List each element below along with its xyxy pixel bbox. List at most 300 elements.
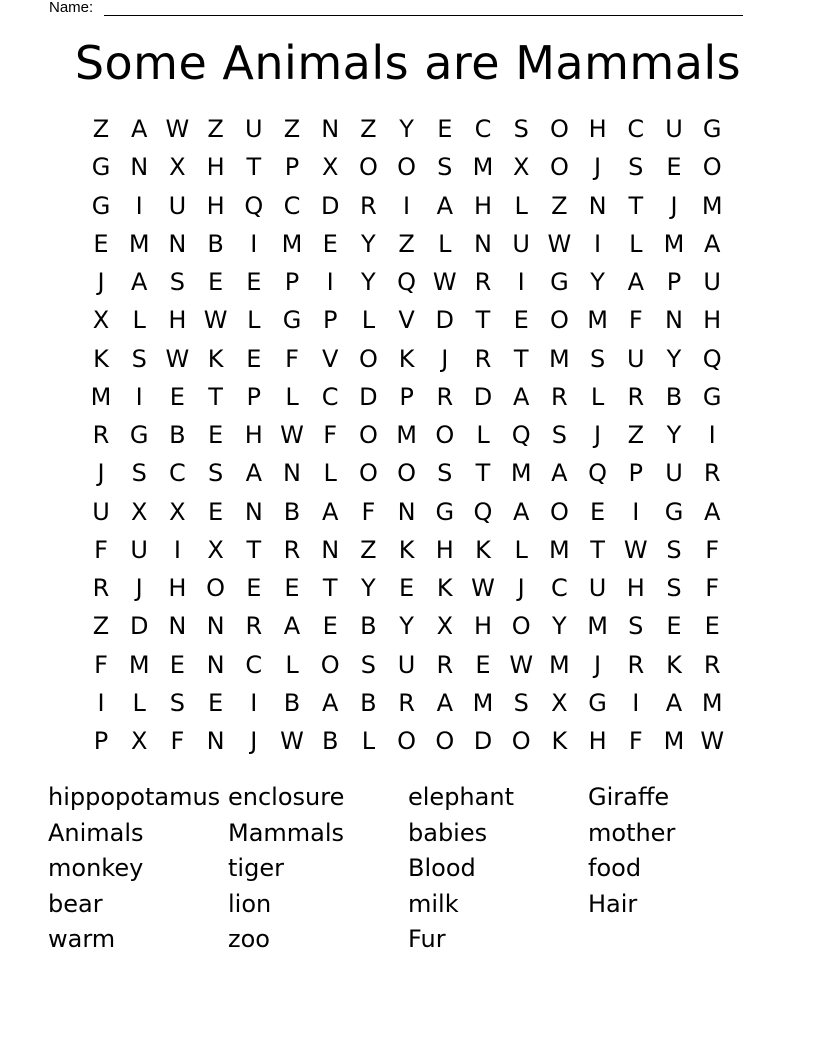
grid-letter: R <box>398 688 415 717</box>
grid-letter: P <box>322 306 338 335</box>
grid-letter: T <box>246 153 262 182</box>
grid-letter: J <box>97 268 105 296</box>
grid-letter: L <box>514 535 528 564</box>
grid-letter: M <box>587 306 608 335</box>
grid-letter: W <box>700 727 725 755</box>
grid-letter: O <box>358 344 378 373</box>
grid-letter: E <box>475 650 491 679</box>
word-bank-item: Animals <box>48 818 144 847</box>
grid-letter: I <box>632 497 640 526</box>
word-bank-item: mother <box>588 818 676 847</box>
grid-letter: E <box>169 650 185 679</box>
grid-letter: T <box>590 535 605 564</box>
grid-letter: J <box>135 574 143 602</box>
grid-letter: I <box>135 191 143 220</box>
grid-letter: N <box>474 229 492 258</box>
grid-letter: I <box>135 382 143 411</box>
grid-letter: W <box>471 574 495 602</box>
name-label: Name: <box>49 0 94 16</box>
grid-letter: O <box>702 153 722 182</box>
grid-letter: V <box>398 306 415 335</box>
grid-letter: L <box>361 306 376 335</box>
grid-letter: S <box>666 574 682 602</box>
grid-letter: B <box>360 688 377 717</box>
grid-letter: I <box>403 191 411 220</box>
grid-letter: W <box>509 650 534 679</box>
grid-letter: Q <box>511 421 531 449</box>
grid-letter: S <box>169 688 185 717</box>
grid-letter: R <box>551 382 568 411</box>
name-field-row <box>49 0 743 20</box>
grid-letter: H <box>703 306 722 335</box>
grid-letter: S <box>666 535 682 564</box>
word-bank-item: Hair <box>588 889 638 918</box>
word-bank-item: hippopotamus <box>48 783 221 811</box>
grid-letter: G <box>435 497 455 526</box>
grid-letter: H <box>473 191 493 220</box>
grid-letter: H <box>168 574 187 602</box>
grid-letter: J <box>97 459 105 488</box>
grid-letter: X <box>551 688 568 717</box>
word-bank-item: enclosure <box>228 783 345 811</box>
grid-letter: R <box>245 612 263 641</box>
grid-letter: O <box>511 612 531 641</box>
grid-letter: M <box>549 344 570 373</box>
grid-letter: J <box>517 574 525 602</box>
grid-letter: Y <box>552 612 567 641</box>
grid-letter: R <box>92 421 110 449</box>
grid-letter: Z <box>283 115 301 143</box>
grid-letter: O <box>206 574 226 602</box>
grid-letter: K <box>93 344 109 373</box>
grid-letter: U <box>245 115 263 143</box>
grid-letter: M <box>281 229 303 258</box>
grid-letter: B <box>360 612 377 641</box>
grid-letter: U <box>665 459 683 488</box>
grid-letter: A <box>436 191 453 220</box>
grid-letter: X <box>169 497 186 526</box>
grid-letter: S <box>437 459 453 488</box>
grid-letter: P <box>628 459 644 488</box>
grid-letter: Q <box>588 459 608 488</box>
grid-letter: S <box>169 268 185 296</box>
grid-letter: J <box>441 344 449 373</box>
word-bank-column <box>48 780 228 958</box>
grid-letter: D <box>473 727 493 755</box>
grid-letter: T <box>246 535 262 564</box>
word-bank-item: food <box>588 854 642 882</box>
grid-row <box>82 454 735 492</box>
grid-letter: N <box>283 459 301 488</box>
grid-letter: A <box>703 229 721 258</box>
word-bank-column <box>228 780 408 958</box>
grid-letter: H <box>588 115 607 143</box>
grid-letter: M <box>472 153 494 182</box>
grid-letter: Y <box>590 268 605 296</box>
grid-letter: T <box>475 306 491 335</box>
grid-letter: I <box>708 421 716 449</box>
grid-row <box>82 646 735 684</box>
grid-letter: E <box>322 612 338 641</box>
grid-letter: E <box>246 574 262 602</box>
grid-letter: U <box>168 191 187 220</box>
grid-letter: E <box>169 382 185 411</box>
grid-letter: G <box>91 153 111 182</box>
grid-letter: R <box>627 650 645 679</box>
grid-letter: I <box>250 229 258 258</box>
grid-letter: M <box>90 382 112 411</box>
grid-letter: H <box>435 535 454 564</box>
grid-letter: R <box>436 382 454 411</box>
grid-letter: P <box>246 382 262 411</box>
grid-letter: L <box>438 229 452 258</box>
grid-letter: O <box>549 306 569 335</box>
word-bank-item: zoo <box>228 925 270 953</box>
grid-letter: M <box>549 650 570 679</box>
grid-letter: R <box>474 268 492 296</box>
grid-letter: P <box>399 382 414 411</box>
grid-letter: E <box>513 306 529 335</box>
grid-letter: A <box>436 688 453 717</box>
grid-letter: N <box>244 497 263 526</box>
grid-letter: A <box>512 497 530 526</box>
grid-letter: F <box>361 497 376 526</box>
grid-letter: Z <box>360 535 377 564</box>
grid-letter: M <box>663 727 685 755</box>
grid-letter: U <box>627 344 645 373</box>
grid-letter: L <box>285 382 299 411</box>
grid-letter: T <box>628 191 644 220</box>
grid-letter: N <box>130 153 149 182</box>
grid-letter: N <box>321 115 340 143</box>
grid-row <box>82 301 735 339</box>
grid-letter: M <box>128 650 150 679</box>
grid-row <box>82 569 735 607</box>
grid-letter: U <box>703 268 721 296</box>
grid-letter: H <box>588 727 607 755</box>
grid-row <box>82 607 735 645</box>
grid-letter: I <box>517 268 525 296</box>
grid-letter: L <box>285 650 299 679</box>
grid-letter: F <box>705 535 720 564</box>
grid-letter: L <box>590 382 605 411</box>
grid-letter: I <box>97 688 105 717</box>
grid-letter: E <box>93 229 109 258</box>
grid-letter: A <box>321 688 339 717</box>
word-bank-item: Mammals <box>228 818 345 847</box>
grid-row <box>82 110 735 148</box>
word-bank-item: Fur <box>408 925 446 953</box>
word-bank-item: elephant <box>408 783 514 811</box>
word-bank-item: warm <box>48 925 116 953</box>
grid-letter: M <box>510 459 532 488</box>
grid-letter: U <box>92 497 110 526</box>
grid-letter: I <box>326 268 334 296</box>
grid-letter: I <box>632 688 640 717</box>
grid-letter: Y <box>666 421 682 449</box>
grid-letter: F <box>94 535 108 564</box>
grid-letter: S <box>131 459 147 488</box>
word-bank-item: lion <box>228 889 272 918</box>
grid-letter: M <box>472 688 494 717</box>
grid-letter: N <box>321 535 340 564</box>
grid-letter: A <box>665 688 683 717</box>
grid-letter: R <box>92 574 110 602</box>
grid-letter: D <box>129 612 149 641</box>
grid-letter: Y <box>361 229 376 258</box>
grid-letter: R <box>703 650 721 679</box>
grid-letter: I <box>173 535 181 564</box>
grid-letter: W <box>280 421 304 449</box>
grid-letter: Y <box>361 268 376 296</box>
grid-letter: E <box>208 497 224 526</box>
grid-letter: E <box>284 574 300 602</box>
grid-letter: O <box>549 497 569 526</box>
grid-letter: X <box>207 535 224 564</box>
grid-letter: L <box>132 306 146 335</box>
grid-letter: H <box>168 306 187 335</box>
grid-letter: S <box>551 421 567 449</box>
grid-letter: N <box>168 229 187 258</box>
word-bank <box>48 780 768 960</box>
grid-letter: Z <box>92 115 110 143</box>
grid-letter: G <box>664 497 684 526</box>
grid-letter: A <box>551 459 568 488</box>
grid-letter: Y <box>399 612 414 641</box>
grid-letter: E <box>208 421 224 449</box>
grid-letter: N <box>665 306 683 335</box>
grid-letter: L <box>361 727 376 755</box>
grid-letter: S <box>131 344 147 373</box>
grid-row <box>82 493 735 531</box>
word-bank-item: milk <box>408 889 459 918</box>
grid-letter: N <box>168 612 187 641</box>
grid-letter: M <box>587 612 608 641</box>
grid-letter: H <box>244 421 263 449</box>
grid-letter: B <box>665 382 683 411</box>
grid-letter: E <box>399 574 415 602</box>
grid-row <box>82 340 735 378</box>
grid-letter: Q <box>244 191 264 220</box>
grid-letter: V <box>321 344 339 373</box>
grid-letter: X <box>130 497 148 526</box>
grid-letter: K <box>398 535 415 564</box>
grid-letter: P <box>93 727 109 755</box>
word-bank-column <box>588 780 768 922</box>
grid-letter: O <box>397 153 417 182</box>
grid-letter: L <box>514 191 528 220</box>
grid-letter: B <box>207 229 224 258</box>
grid-letter: H <box>206 153 225 182</box>
grid-letter: D <box>473 382 493 411</box>
grid-letter: Y <box>399 115 414 143</box>
grid-letter: C <box>245 650 263 679</box>
grid-letter: X <box>169 153 186 182</box>
word-bank-column <box>408 780 588 958</box>
grid-letter: B <box>321 727 339 755</box>
grid-row <box>82 684 735 722</box>
grid-letter: L <box>476 421 490 449</box>
grid-letter: O <box>358 153 378 182</box>
grid-letter: P <box>666 268 682 296</box>
grid-letter: A <box>627 268 644 296</box>
grid-letter: S <box>437 153 453 182</box>
grid-row <box>82 722 735 760</box>
grid-letter: Q <box>397 268 417 296</box>
grid-letter: N <box>397 497 416 526</box>
grid-row <box>82 148 735 186</box>
grid-letter: B <box>169 421 186 449</box>
grid-letter: C <box>474 115 492 143</box>
grid-letter: M <box>701 191 723 220</box>
grid-letter: O <box>549 115 569 143</box>
grid-letter: W <box>547 229 572 258</box>
grid-letter: R <box>360 191 377 220</box>
grid-letter: J <box>670 191 678 220</box>
grid-letter: R <box>436 650 454 679</box>
grid-letter: H <box>206 191 225 220</box>
grid-letter: E <box>322 229 338 258</box>
grid-letter: X <box>321 153 339 182</box>
grid-letter: A <box>245 459 262 488</box>
grid-letter: T <box>322 574 338 602</box>
page-title: Some Animals are Mammals <box>74 36 742 90</box>
grid-letter: P <box>284 268 300 296</box>
grid-letter: G <box>129 421 149 449</box>
grid-letter: W <box>165 115 190 143</box>
grid-letter: F <box>170 727 185 755</box>
grid-letter: A <box>283 612 301 641</box>
grid-letter: Z <box>360 115 377 143</box>
grid-letter: T <box>475 459 491 488</box>
grid-letter: A <box>703 497 721 526</box>
grid-letter: Z <box>207 115 224 143</box>
grid-letter: W <box>280 727 304 755</box>
grid-letter: N <box>206 650 225 679</box>
grid-letter: N <box>588 191 607 220</box>
grid-letter: Z <box>551 191 568 220</box>
word-bank-item: bear <box>48 889 103 918</box>
grid-letter: J <box>594 650 602 679</box>
grid-row <box>82 416 735 454</box>
grid-letter: G <box>550 268 569 296</box>
word-bank-item: Blood <box>408 854 476 882</box>
grid-letter: S <box>207 459 224 488</box>
grid-letter: N <box>206 727 225 755</box>
grid-letter: I <box>594 229 602 258</box>
grid-letter: K <box>475 535 491 564</box>
grid-letter: B <box>283 688 301 717</box>
grid-letter: L <box>132 688 146 717</box>
grid-letter: U <box>665 115 683 143</box>
grid-letter: J <box>250 727 258 755</box>
grid-letter: K <box>666 650 682 679</box>
grid-letter: R <box>703 459 721 488</box>
grid-letter: U <box>397 650 416 679</box>
word-bank-item: monkey <box>48 854 144 882</box>
grid-letter: Y <box>361 574 376 602</box>
grid-letter: K <box>551 727 568 755</box>
grid-letter: M <box>549 535 570 564</box>
word-search-grid <box>82 110 735 765</box>
grid-letter: P <box>284 153 300 182</box>
grid-letter: O <box>397 459 417 488</box>
grid-letter: H <box>626 574 645 602</box>
grid-letter: E <box>704 612 720 641</box>
grid-letter: M <box>701 688 723 717</box>
grid-letter: F <box>628 306 643 335</box>
grid-letter: R <box>627 382 645 411</box>
grid-letter: D <box>435 306 455 335</box>
grid-letter: G <box>282 306 302 335</box>
grid-row <box>82 225 735 263</box>
grid-letter: S <box>513 115 529 143</box>
grid-letter: G <box>702 382 722 411</box>
grid-letter: O <box>397 727 417 755</box>
grid-letter: W <box>165 344 190 373</box>
grid-letter: C <box>551 574 568 602</box>
grid-letter: F <box>705 574 720 602</box>
grid-letter: F <box>285 344 299 373</box>
grid-letter: W <box>623 535 648 564</box>
grid-letter: G <box>91 191 111 220</box>
grid-letter: X <box>436 612 454 641</box>
grid-letter: B <box>283 497 301 526</box>
grid-letter: J <box>594 153 602 182</box>
grid-letter: O <box>549 153 569 182</box>
grid-letter: N <box>206 612 225 641</box>
grid-letter: Q <box>473 497 493 526</box>
grid-letter: X <box>130 727 148 755</box>
grid-letter: T <box>208 382 223 411</box>
grid-letter: Q <box>702 344 722 373</box>
grid-letter: F <box>94 650 108 679</box>
grid-letter: T <box>513 344 529 373</box>
grid-letter: U <box>130 535 148 564</box>
grid-letter: M <box>396 421 417 449</box>
grid-letter: O <box>320 650 340 679</box>
word-bank-item: tiger <box>228 854 284 882</box>
name-underline <box>104 15 743 16</box>
grid-letter: D <box>359 382 378 411</box>
grid-letter: E <box>666 612 682 641</box>
grid-letter: S <box>360 650 376 679</box>
grid-letter: X <box>512 153 530 182</box>
grid-letter: F <box>323 421 338 449</box>
grid-letter: D <box>320 191 340 220</box>
grid-letter: E <box>437 115 453 143</box>
grid-letter: R <box>474 344 492 373</box>
grid-letter: Z <box>398 229 415 258</box>
grid-letter: G <box>702 115 722 143</box>
grid-letter: R <box>283 535 301 564</box>
grid-letter: S <box>628 153 644 182</box>
grid-letter: O <box>435 727 455 755</box>
grid-letter: H <box>473 612 493 641</box>
grid-letter: K <box>207 344 224 373</box>
grid-letter: U <box>588 574 607 602</box>
grid-letter: O <box>358 421 378 449</box>
grid-letter: S <box>628 612 644 641</box>
grid-letter: A <box>130 268 148 296</box>
grid-letter: S <box>589 344 606 373</box>
grid-letter: S <box>513 688 529 717</box>
grid-letter: K <box>398 344 415 373</box>
grid-letter: A <box>130 115 148 143</box>
grid-letter: Z <box>92 612 110 641</box>
grid-letter: C <box>627 115 645 143</box>
grid-letter: Y <box>666 344 682 373</box>
